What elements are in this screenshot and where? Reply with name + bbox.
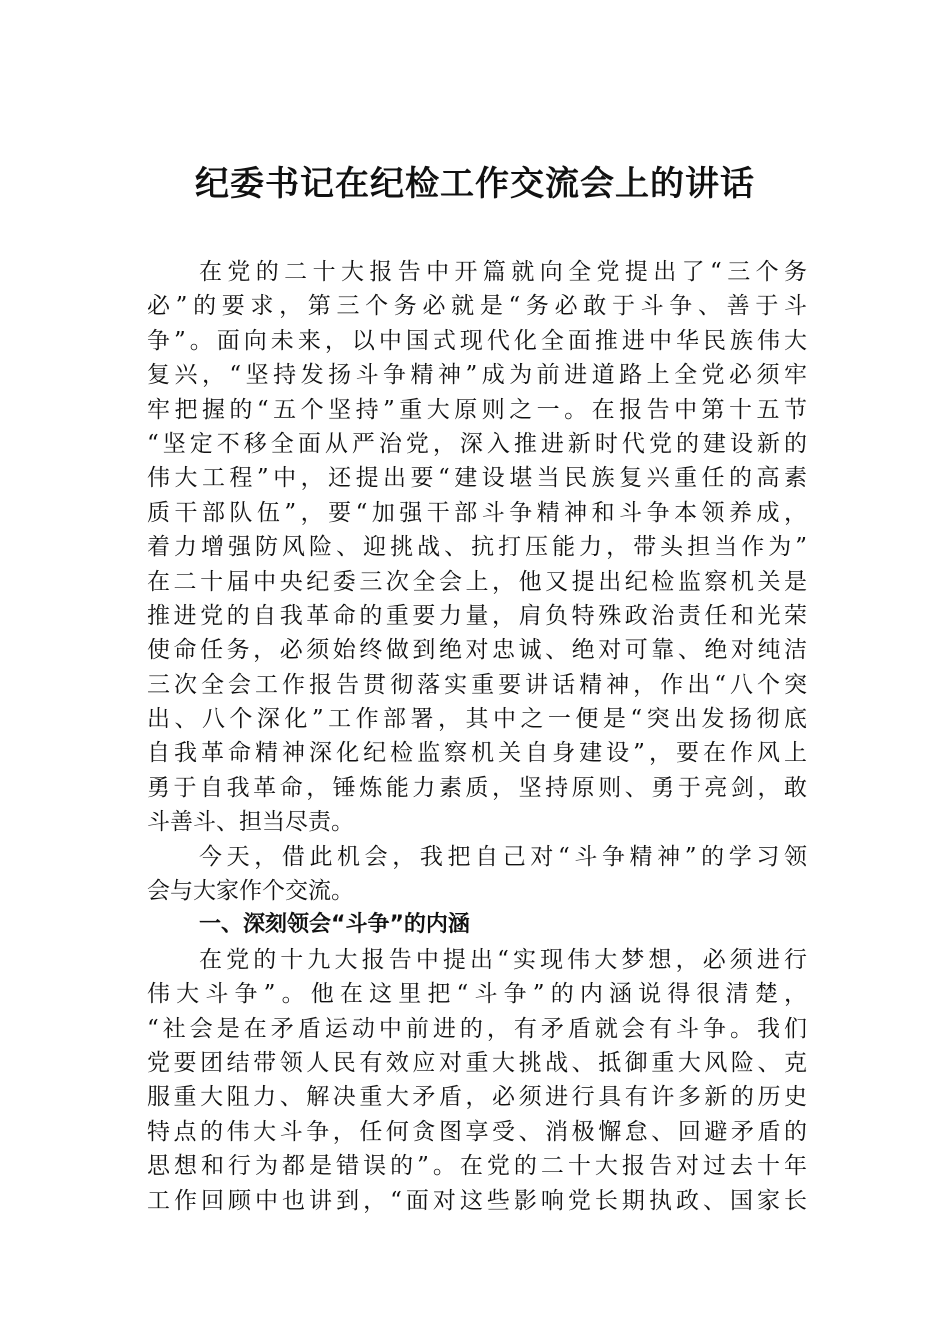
text-line: 必”的要求，第三个务必就是“务必敢于斗争、善于斗: [147, 293, 807, 320]
text-line: 牢把握的“五个坚持”重大原则之一。在报告中第十五节: [147, 396, 807, 423]
text-line: 工作回顾中也讲到，“面对这些影响党长期执政、国家长: [147, 1187, 807, 1214]
text-line: 复兴，“坚持发扬斗争精神”成为前进道路上全党必须牢: [147, 362, 807, 389]
text-line: 今天，借此机会，我把自己对“斗争精神”的学习领: [199, 843, 807, 870]
text-line: 服重大阻力、解决重大矛盾，必须进行具有许多新的历史: [147, 1084, 807, 1111]
text-line: 三次全会工作报告贯彻落实重要讲话精神，作出“八个突: [147, 671, 807, 698]
document-title: 纪委书记在纪检工作交流会上的讲话: [195, 164, 755, 204]
text-line: 着力增强防风险、迎挑战、抗打压能力，带头担当作为”: [147, 534, 807, 561]
text-line: 自我革命精神深化纪检监察机关自身建设”，要在作风上: [147, 740, 807, 767]
text-line: 争”。面向未来，以中国式现代化全面推进中华民族伟大: [147, 327, 807, 354]
text-line: 出、八个深化”工作部署，其中之一便是“突出发扬彻底: [147, 706, 807, 733]
text-line: 特点的伟大斗争，任何贪图享受、消极懈怠、回避矛盾的: [147, 1118, 807, 1145]
text-line: 党要团结带领人民有效应对重大挑战、抵御重大风险、克: [147, 1049, 807, 1076]
text-line: 勇于自我革命，锤炼能力素质，坚持原则、勇于亮剑，敢: [147, 774, 807, 801]
text-line: 伟大斗争”。他在这里把“斗争”的内涵说得很清楚，: [147, 981, 807, 1008]
text-line: 在党的二十大报告中开篇就向全党提出了“三个务: [199, 259, 807, 285]
text-line: 质干部队伍”，要“加强干部斗争精神和斗争本领养成，: [147, 499, 807, 526]
text-line: 伟大工程”中，还提出要“建设堪当民族复兴重任的高素: [147, 465, 807, 492]
text-line: 在二十届中央纪委三次全会上，他又提出纪检监察机关是: [147, 568, 807, 595]
text-line: 使命任务，必须始终做到绝对忠诚、绝对可靠、绝对纯洁: [147, 637, 807, 664]
text-line: “社会是在矛盾运动中前进的，有矛盾就会有斗争。我们: [147, 1015, 807, 1042]
document-body: [147, 255, 807, 1218]
text-line: 斗善斗、担当尽责。: [147, 809, 354, 836]
text-line: 推进党的自我革命的重要力量，肩负特殊政治责任和光荣: [147, 602, 807, 629]
text-line: 会与大家作个交流。: [147, 878, 354, 905]
section-heading: 一、深刻领会“斗争”的内涵: [199, 912, 470, 938]
text-line: 思想和行为都是错误的”。在党的二十大报告对过去十年: [147, 1153, 807, 1180]
text-line: 在党的十九大报告中提出“实现伟大梦想，必须进行: [199, 946, 807, 973]
text-line: “坚定不移全面从严治党，深入推进新时代党的建设新的: [147, 430, 807, 457]
